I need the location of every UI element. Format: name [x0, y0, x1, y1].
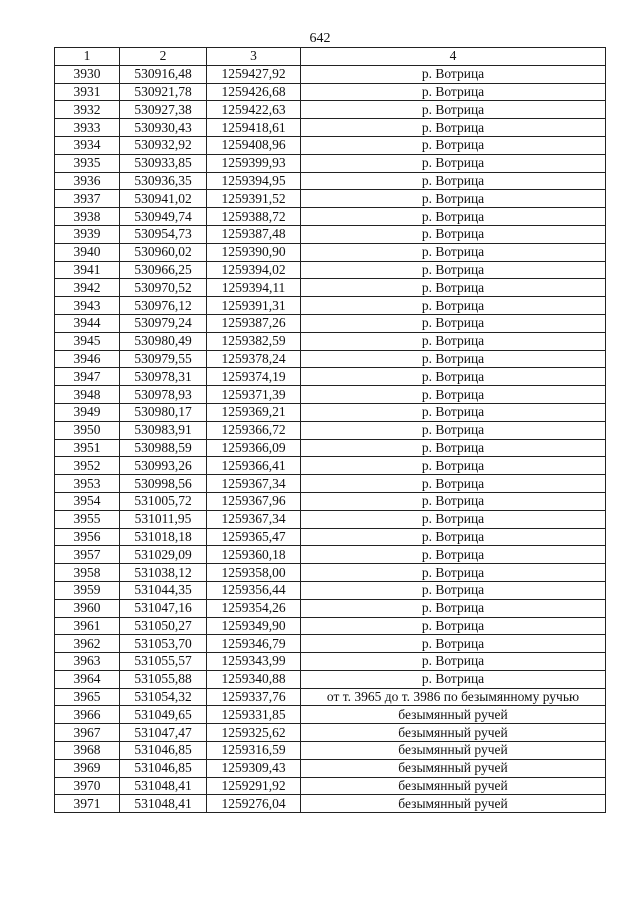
- x-coordinate-cell: 530949,74: [120, 208, 207, 226]
- table-row: [55, 706, 606, 724]
- point-number-cell: 3957: [55, 546, 120, 564]
- description-cell: безымянный ручей: [301, 706, 606, 724]
- table-row: [55, 65, 606, 83]
- y-coordinate-cell: 1259366,72: [207, 421, 301, 439]
- point-number-cell: 3947: [55, 368, 120, 386]
- y-coordinate-cell: 1259367,34: [207, 475, 301, 493]
- y-coordinate-cell: 1259422,63: [207, 101, 301, 119]
- table-row: [55, 154, 606, 172]
- point-number-cell: 3962: [55, 635, 120, 653]
- description-cell: р. Вотрица: [301, 546, 606, 564]
- x-coordinate-cell: 530980,49: [120, 332, 207, 350]
- table-row: [55, 599, 606, 617]
- x-coordinate-cell: 530993,26: [120, 457, 207, 475]
- y-coordinate-cell: 1259374,19: [207, 368, 301, 386]
- x-coordinate-cell: 531055,57: [120, 653, 207, 671]
- y-coordinate-cell: 1259382,59: [207, 332, 301, 350]
- table-row: [55, 208, 606, 226]
- y-coordinate-cell: 1259427,92: [207, 65, 301, 83]
- x-coordinate-cell: 531048,41: [120, 795, 207, 813]
- y-coordinate-cell: 1259367,96: [207, 492, 301, 510]
- point-number-cell: 3932: [55, 101, 120, 119]
- description-cell: р. Вотрица: [301, 670, 606, 688]
- point-number-cell: 3964: [55, 670, 120, 688]
- description-cell: р. Вотрица: [301, 243, 606, 261]
- y-coordinate-cell: 1259358,00: [207, 564, 301, 582]
- point-number-cell: 3933: [55, 119, 120, 137]
- description-cell: р. Вотрица: [301, 439, 606, 457]
- y-coordinate-cell: 1259399,93: [207, 154, 301, 172]
- description-cell: р. Вотрица: [301, 599, 606, 617]
- y-coordinate-cell: 1259394,95: [207, 172, 301, 190]
- y-coordinate-cell: 1259337,76: [207, 688, 301, 706]
- table-row: [55, 439, 606, 457]
- x-coordinate-cell: 530954,73: [120, 225, 207, 243]
- point-number-cell: 3970: [55, 777, 120, 795]
- description-cell: р. Вотрица: [301, 83, 606, 101]
- table-row: [55, 119, 606, 137]
- point-number-cell: 3951: [55, 439, 120, 457]
- point-number-cell: 3930: [55, 65, 120, 83]
- y-coordinate-cell: 1259371,39: [207, 386, 301, 404]
- table-row: [55, 688, 606, 706]
- point-number-cell: 3942: [55, 279, 120, 297]
- y-coordinate-cell: 1259388,72: [207, 208, 301, 226]
- y-coordinate-cell: 1259394,02: [207, 261, 301, 279]
- description-cell: р. Вотрица: [301, 136, 606, 154]
- description-cell: р. Вотрица: [301, 403, 606, 421]
- y-coordinate-cell: 1259366,09: [207, 439, 301, 457]
- description-cell: р. Вотрица: [301, 190, 606, 208]
- table-row: [55, 475, 606, 493]
- x-coordinate-cell: 530978,31: [120, 368, 207, 386]
- x-coordinate-cell: 531038,12: [120, 564, 207, 582]
- point-number-cell: 3939: [55, 225, 120, 243]
- table-row: [55, 368, 606, 386]
- point-number-cell: 3943: [55, 297, 120, 315]
- point-number-cell: 3935: [55, 154, 120, 172]
- description-cell: р. Вотрица: [301, 653, 606, 671]
- x-coordinate-cell: 530921,78: [120, 83, 207, 101]
- description-cell: р. Вотрица: [301, 510, 606, 528]
- description-cell: безымянный ручей: [301, 795, 606, 813]
- point-number-cell: 3953: [55, 475, 120, 493]
- x-coordinate-cell: 530932,92: [120, 136, 207, 154]
- y-coordinate-cell: 1259369,21: [207, 403, 301, 421]
- coordinates-table: [54, 47, 606, 813]
- description-cell: р. Вотрица: [301, 172, 606, 190]
- y-coordinate-cell: 1259325,62: [207, 724, 301, 742]
- table-row: [55, 653, 606, 671]
- table-row: [55, 172, 606, 190]
- point-number-cell: 3934: [55, 136, 120, 154]
- x-coordinate-cell: 531049,65: [120, 706, 207, 724]
- description-cell: р. Вотрица: [301, 581, 606, 599]
- column-header-4: 4: [301, 48, 606, 66]
- table-row: [55, 581, 606, 599]
- y-coordinate-cell: 1259387,48: [207, 225, 301, 243]
- point-number-cell: 3969: [55, 759, 120, 777]
- table-row: [55, 635, 606, 653]
- column-header-1: 1: [55, 48, 120, 66]
- point-number-cell: 3954: [55, 492, 120, 510]
- x-coordinate-cell: 530960,02: [120, 243, 207, 261]
- x-coordinate-cell: 531047,47: [120, 724, 207, 742]
- x-coordinate-cell: 530979,55: [120, 350, 207, 368]
- y-coordinate-cell: 1259354,26: [207, 599, 301, 617]
- point-number-cell: 3931: [55, 83, 120, 101]
- description-cell: р. Вотрица: [301, 492, 606, 510]
- x-coordinate-cell: 530970,52: [120, 279, 207, 297]
- point-number-cell: 3966: [55, 706, 120, 724]
- description-cell: р. Вотрица: [301, 208, 606, 226]
- description-cell: р. Вотрица: [301, 350, 606, 368]
- y-coordinate-cell: 1259390,90: [207, 243, 301, 261]
- point-number-cell: 3950: [55, 421, 120, 439]
- y-coordinate-cell: 1259349,90: [207, 617, 301, 635]
- point-number-cell: 3971: [55, 795, 120, 813]
- description-cell: р. Вотрица: [301, 314, 606, 332]
- y-coordinate-cell: 1259387,26: [207, 314, 301, 332]
- table-row: [55, 279, 606, 297]
- table-row: [55, 528, 606, 546]
- point-number-cell: 3961: [55, 617, 120, 635]
- x-coordinate-cell: 531047,16: [120, 599, 207, 617]
- x-coordinate-cell: 531005,72: [120, 492, 207, 510]
- point-number-cell: 3941: [55, 261, 120, 279]
- description-cell: р. Вотрица: [301, 564, 606, 582]
- table-header-row: [55, 48, 606, 66]
- table-row: [55, 261, 606, 279]
- table-row: [55, 724, 606, 742]
- x-coordinate-cell: 531046,85: [120, 742, 207, 760]
- x-coordinate-cell: 531050,27: [120, 617, 207, 635]
- table-row: [55, 332, 606, 350]
- y-coordinate-cell: 1259367,34: [207, 510, 301, 528]
- y-coordinate-cell: 1259309,43: [207, 759, 301, 777]
- table-row: [55, 742, 606, 760]
- point-number-cell: 3940: [55, 243, 120, 261]
- description-cell: р. Вотрица: [301, 617, 606, 635]
- table-row: [55, 386, 606, 404]
- point-number-cell: 3944: [55, 314, 120, 332]
- x-coordinate-cell: 530978,93: [120, 386, 207, 404]
- description-cell: р. Вотрица: [301, 368, 606, 386]
- table-row: [55, 777, 606, 795]
- point-number-cell: 3958: [55, 564, 120, 582]
- table-row: [55, 421, 606, 439]
- y-coordinate-cell: 1259391,31: [207, 297, 301, 315]
- y-coordinate-cell: 1259331,85: [207, 706, 301, 724]
- table-row: [55, 795, 606, 813]
- point-number-cell: 3946: [55, 350, 120, 368]
- x-coordinate-cell: 531054,32: [120, 688, 207, 706]
- y-coordinate-cell: 1259394,11: [207, 279, 301, 297]
- table-row: [55, 617, 606, 635]
- table-body: [55, 65, 606, 812]
- x-coordinate-cell: 530988,59: [120, 439, 207, 457]
- y-coordinate-cell: 1259426,68: [207, 83, 301, 101]
- point-number-cell: 3963: [55, 653, 120, 671]
- description-cell: безымянный ручей: [301, 724, 606, 742]
- y-coordinate-cell: 1259391,52: [207, 190, 301, 208]
- description-cell: р. Вотрица: [301, 225, 606, 243]
- point-number-cell: 3968: [55, 742, 120, 760]
- x-coordinate-cell: 530976,12: [120, 297, 207, 315]
- point-number-cell: 3959: [55, 581, 120, 599]
- y-coordinate-cell: 1259408,96: [207, 136, 301, 154]
- point-number-cell: 3948: [55, 386, 120, 404]
- x-coordinate-cell: 531048,41: [120, 777, 207, 795]
- column-header-3: 3: [207, 48, 301, 66]
- y-coordinate-cell: 1259365,47: [207, 528, 301, 546]
- point-number-cell: 3936: [55, 172, 120, 190]
- y-coordinate-cell: 1259378,24: [207, 350, 301, 368]
- x-coordinate-cell: 530936,35: [120, 172, 207, 190]
- description-cell: безымянный ручей: [301, 742, 606, 760]
- x-coordinate-cell: 530980,17: [120, 403, 207, 421]
- description-cell: р. Вотрица: [301, 635, 606, 653]
- table-row: [55, 457, 606, 475]
- description-cell: р. Вотрица: [301, 332, 606, 350]
- x-coordinate-cell: 531053,70: [120, 635, 207, 653]
- description-cell: р. Вотрица: [301, 457, 606, 475]
- y-coordinate-cell: 1259360,18: [207, 546, 301, 564]
- description-cell: безымянный ручей: [301, 777, 606, 795]
- x-coordinate-cell: 530927,38: [120, 101, 207, 119]
- y-coordinate-cell: 1259356,44: [207, 581, 301, 599]
- point-number-cell: 3955: [55, 510, 120, 528]
- table-row: [55, 225, 606, 243]
- description-cell: р. Вотрица: [301, 279, 606, 297]
- point-number-cell: 3937: [55, 190, 120, 208]
- point-number-cell: 3938: [55, 208, 120, 226]
- x-coordinate-cell: 531046,85: [120, 759, 207, 777]
- table-row: [55, 83, 606, 101]
- point-number-cell: 3949: [55, 403, 120, 421]
- table-row: [55, 350, 606, 368]
- table-row: [55, 297, 606, 315]
- point-number-cell: 3956: [55, 528, 120, 546]
- x-coordinate-cell: 530983,91: [120, 421, 207, 439]
- point-number-cell: 3965: [55, 688, 120, 706]
- description-cell: р. Вотрица: [301, 297, 606, 315]
- x-coordinate-cell: 531055,88: [120, 670, 207, 688]
- x-coordinate-cell: 530941,02: [120, 190, 207, 208]
- y-coordinate-cell: 1259291,92: [207, 777, 301, 795]
- page-number: 642: [309, 31, 331, 46]
- description-cell: р. Вотрица: [301, 261, 606, 279]
- description-cell: р. Вотрица: [301, 528, 606, 546]
- x-coordinate-cell: 530966,25: [120, 261, 207, 279]
- description-cell: р. Вотрица: [301, 65, 606, 83]
- description-cell: от т. 3965 до т. 3986 по безымянному ручью: [301, 688, 606, 706]
- y-coordinate-cell: 1259316,59: [207, 742, 301, 760]
- table-row: [55, 314, 606, 332]
- x-coordinate-cell: 531029,09: [120, 546, 207, 564]
- point-number-cell: 3952: [55, 457, 120, 475]
- description-cell: р. Вотрица: [301, 119, 606, 137]
- description-cell: безымянный ручей: [301, 759, 606, 777]
- column-header-2: 2: [120, 48, 207, 66]
- table-row: [55, 190, 606, 208]
- x-coordinate-cell: 530979,24: [120, 314, 207, 332]
- table-row: [55, 101, 606, 119]
- table-row: [55, 670, 606, 688]
- description-cell: р. Вотрица: [301, 386, 606, 404]
- description-cell: р. Вотрица: [301, 154, 606, 172]
- table-row: [55, 403, 606, 421]
- table-row: [55, 136, 606, 154]
- table-row: [55, 492, 606, 510]
- y-coordinate-cell: 1259340,88: [207, 670, 301, 688]
- table-row: [55, 759, 606, 777]
- x-coordinate-cell: 530998,56: [120, 475, 207, 493]
- table-row: [55, 546, 606, 564]
- y-coordinate-cell: 1259346,79: [207, 635, 301, 653]
- point-number-cell: 3967: [55, 724, 120, 742]
- table-row: [55, 510, 606, 528]
- description-cell: р. Вотрица: [301, 421, 606, 439]
- x-coordinate-cell: 530933,85: [120, 154, 207, 172]
- description-cell: р. Вотрица: [301, 101, 606, 119]
- point-number-cell: 3960: [55, 599, 120, 617]
- y-coordinate-cell: 1259343,99: [207, 653, 301, 671]
- x-coordinate-cell: 530930,43: [120, 119, 207, 137]
- y-coordinate-cell: 1259418,61: [207, 119, 301, 137]
- x-coordinate-cell: 531018,18: [120, 528, 207, 546]
- point-number-cell: 3945: [55, 332, 120, 350]
- table-row: [55, 243, 606, 261]
- x-coordinate-cell: 531044,35: [120, 581, 207, 599]
- x-coordinate-cell: 530916,48: [120, 65, 207, 83]
- y-coordinate-cell: 1259366,41: [207, 457, 301, 475]
- table-row: [55, 564, 606, 582]
- y-coordinate-cell: 1259276,04: [207, 795, 301, 813]
- description-cell: р. Вотрица: [301, 475, 606, 493]
- x-coordinate-cell: 531011,95: [120, 510, 207, 528]
